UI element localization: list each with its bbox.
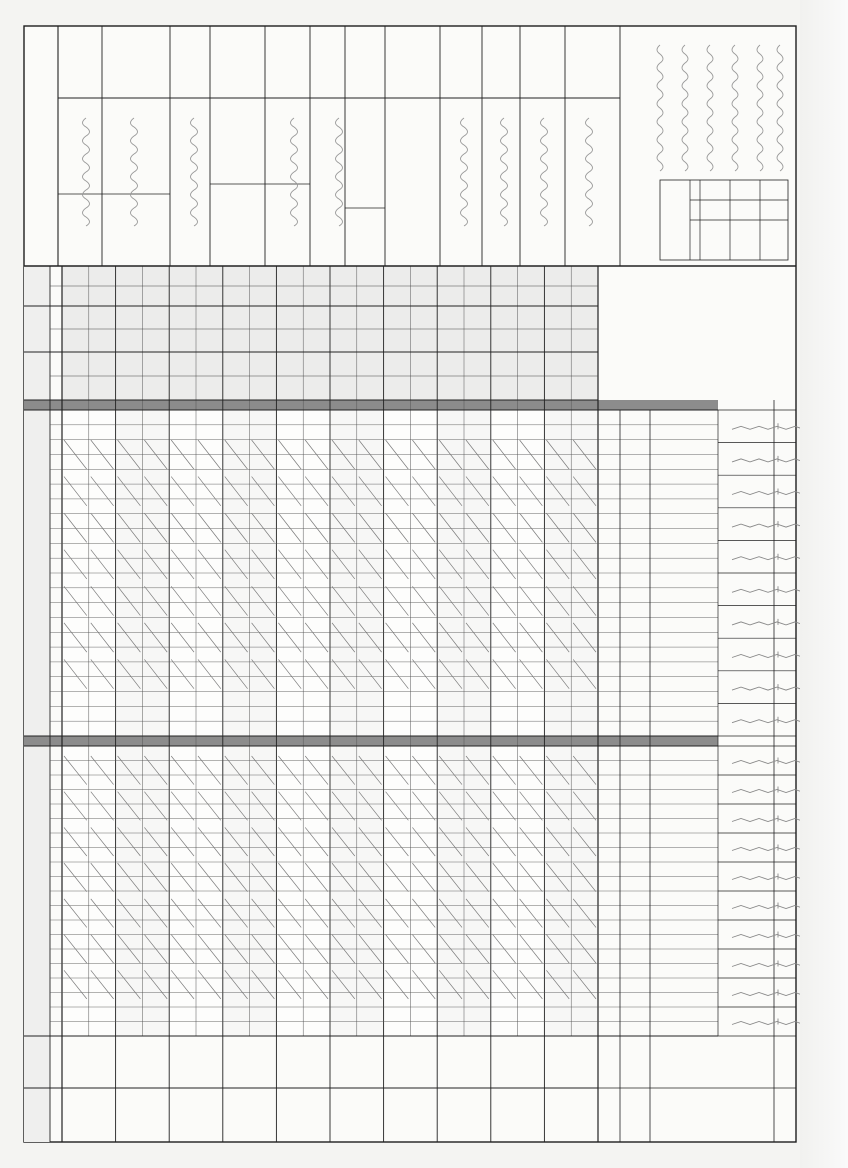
header-row bbox=[24, 266, 50, 1142]
t-band-hoste bbox=[24, 400, 718, 410]
grid-layer bbox=[24, 26, 800, 1142]
scan-edge bbox=[800, 0, 848, 1168]
t-band-domaci bbox=[24, 736, 718, 746]
match-record-sheet bbox=[20, 22, 800, 1146]
match-record-form bbox=[20, 22, 800, 1146]
